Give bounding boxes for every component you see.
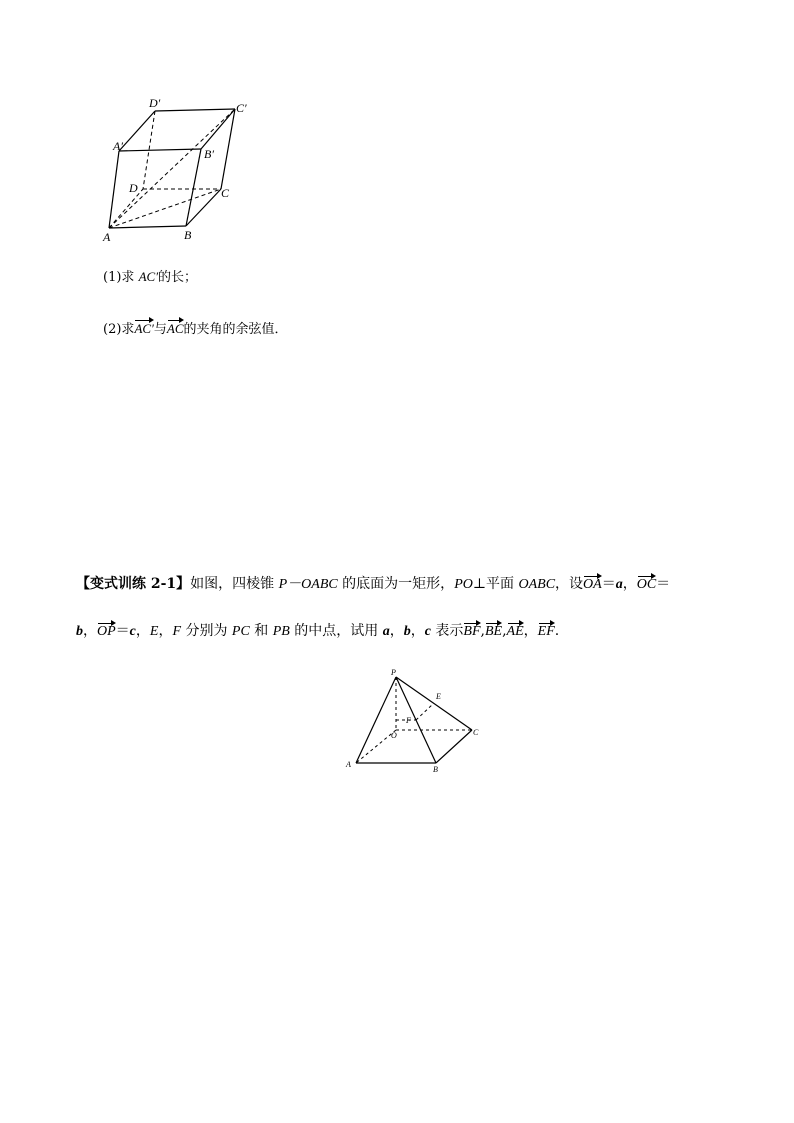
vector-c: c: [129, 624, 136, 639]
label-B: B: [184, 228, 192, 242]
variant-problem-line-2: [76, 620, 559, 640]
edge-AB: [109, 226, 186, 228]
vector-BE: BE: [485, 621, 502, 640]
vector-OC: OC: [637, 574, 656, 593]
part-1-number: (1): [103, 270, 122, 285]
edge-BC: [186, 189, 221, 226]
label-F: F: [406, 716, 411, 725]
label-B1: B′: [204, 147, 214, 161]
part-1-suffix: 的长；: [158, 270, 198, 285]
vector-b: b: [76, 624, 83, 639]
text-segment: ，: [410, 623, 425, 639]
label-B: B: [433, 765, 438, 774]
parallelepiped-diagram: [95, 95, 255, 245]
label-P: P: [391, 668, 396, 677]
label-C: C: [221, 186, 230, 200]
edge-PA: [356, 677, 396, 763]
text-segment: 分别为: [181, 623, 232, 639]
part-2-suffix: 的夹角的余弦值．: [183, 322, 288, 337]
text-segment: ⊥平面: [472, 576, 519, 592]
math-PO: PO: [454, 577, 473, 592]
separator: ,: [502, 623, 507, 639]
text-segment: ，: [389, 623, 404, 639]
pyramid-figure: [340, 665, 490, 777]
part-2-prefix: 求: [121, 322, 135, 337]
vector-BF: BF: [463, 621, 480, 640]
text-segment: ，: [622, 576, 637, 592]
text-segment: ，: [83, 623, 97, 639]
label-A: A: [103, 230, 111, 244]
text-segment: ＝: [115, 623, 130, 639]
label-O: O: [391, 731, 397, 740]
vector-AE: AE: [507, 621, 524, 640]
dashed-diagonal-AC: [109, 189, 221, 228]
separator: ，: [523, 623, 538, 639]
label-A1: A′: [113, 139, 123, 153]
pyramid-diagram: [340, 665, 490, 777]
math-pyramid-name: P－OABC: [278, 577, 338, 592]
text-segment: ，: [135, 623, 150, 639]
dashed-segment-FE: [416, 703, 434, 720]
edge-B1C1: [201, 109, 235, 149]
label-C1: C′: [236, 101, 247, 115]
vector-OP: OP: [97, 621, 116, 640]
vector-c: c: [424, 624, 431, 639]
segment-PB: PB: [272, 624, 290, 639]
math-plane-OABC: OABC: [518, 577, 556, 592]
vector-b: b: [403, 624, 411, 639]
part-2-number: (2): [103, 322, 122, 337]
vector-AC1: AC′: [134, 318, 153, 337]
edge-BC: [436, 730, 472, 763]
vector-EF: EF: [538, 621, 555, 640]
vector-a: a: [382, 624, 390, 639]
text-segment: 的中点，试用: [289, 623, 383, 639]
segment-PC: PC: [231, 624, 250, 639]
text-segment: ＝: [656, 576, 671, 592]
label-A: A: [346, 760, 351, 769]
dashed-edge-OA: [356, 730, 396, 763]
edge-A1A: [109, 151, 119, 228]
vector-AC: AC: [167, 318, 184, 337]
text-segment: ，设: [555, 576, 584, 592]
text-segment: ，: [158, 623, 173, 639]
vector-a: a: [615, 577, 623, 592]
vector-OA: OA: [583, 574, 602, 593]
label-D: D: [129, 181, 138, 195]
edge-A1D1: [119, 111, 155, 151]
text-segment: 如图，四棱锥: [190, 576, 279, 592]
parallelepiped-figure: [95, 95, 255, 245]
text-segment: 表示: [430, 623, 464, 639]
text-segment: ＝: [601, 576, 616, 592]
dashed-diagonal-AC1: [109, 109, 235, 228]
period: .: [554, 623, 560, 639]
question-part-1: [103, 266, 197, 285]
label-E: E: [436, 692, 441, 701]
label-D1: D′: [149, 96, 161, 110]
part-1-prefix: 求: [121, 270, 135, 285]
text-segment: 和: [249, 623, 273, 639]
edge-C1C: [221, 109, 235, 189]
separator: ,: [480, 623, 485, 639]
part-1-expression: AC′: [138, 269, 159, 284]
point-E: E: [149, 624, 159, 639]
point-F: F: [172, 624, 182, 639]
variant-problem-line-1: [76, 573, 670, 593]
edge-D1C1: [155, 109, 235, 111]
text-segment: 的底面为一矩形，: [337, 576, 455, 592]
label-C: C: [473, 728, 479, 737]
edge-A1B1: [119, 149, 201, 151]
edge-B1B: [186, 149, 201, 226]
part-2-conjunction: 与: [153, 322, 167, 337]
question-part-2: [103, 318, 288, 337]
variant-tag: 【变式训练 2-1】: [76, 576, 191, 592]
